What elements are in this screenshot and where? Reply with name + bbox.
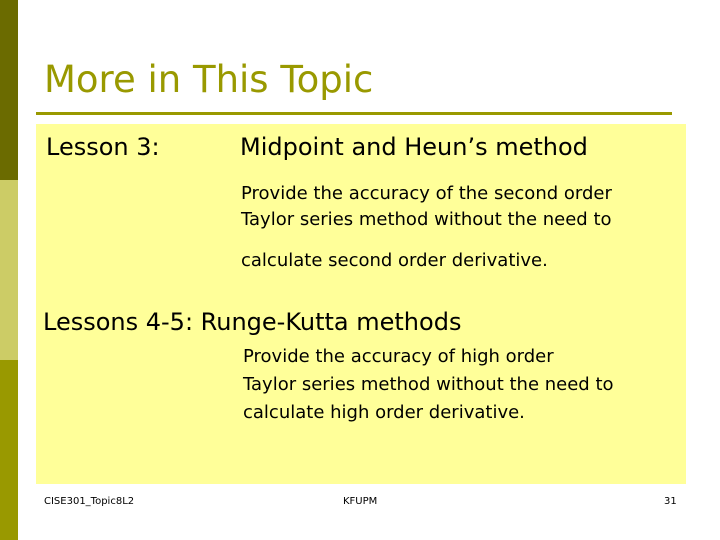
lesson3-title: Midpoint and Heun’s method — [240, 133, 588, 161]
left-accent-bar-top — [0, 0, 18, 180]
lesson3-description-line: Provide the accuracy of the second order — [241, 183, 612, 204]
lessons45-heading: Lessons 4-5: Runge-Kutta methods — [43, 308, 462, 336]
left-accent-bar-middle — [0, 180, 18, 360]
lessons45-description-line: Provide the accuracy of high order — [243, 346, 554, 367]
title-divider — [36, 112, 672, 115]
footer-course-code: CISE301_Topic8L2 — [44, 496, 135, 507]
lessons45-description-line: calculate high order derivative. — [243, 402, 525, 423]
lesson3-description-line: calculate second order derivative. — [241, 250, 548, 271]
lesson3-label: Lesson 3: — [46, 133, 160, 161]
footer-institution: KFUPM — [343, 496, 378, 507]
slide-title: More in This Topic — [44, 58, 374, 101]
left-accent-bar-bottom — [0, 360, 18, 540]
lessons45-description-line: Taylor series method without the need to — [243, 374, 614, 395]
footer-page-number: 31 — [664, 496, 677, 507]
lesson3-description-line: Taylor series method without the need to — [241, 209, 612, 230]
content-panel — [36, 124, 686, 484]
